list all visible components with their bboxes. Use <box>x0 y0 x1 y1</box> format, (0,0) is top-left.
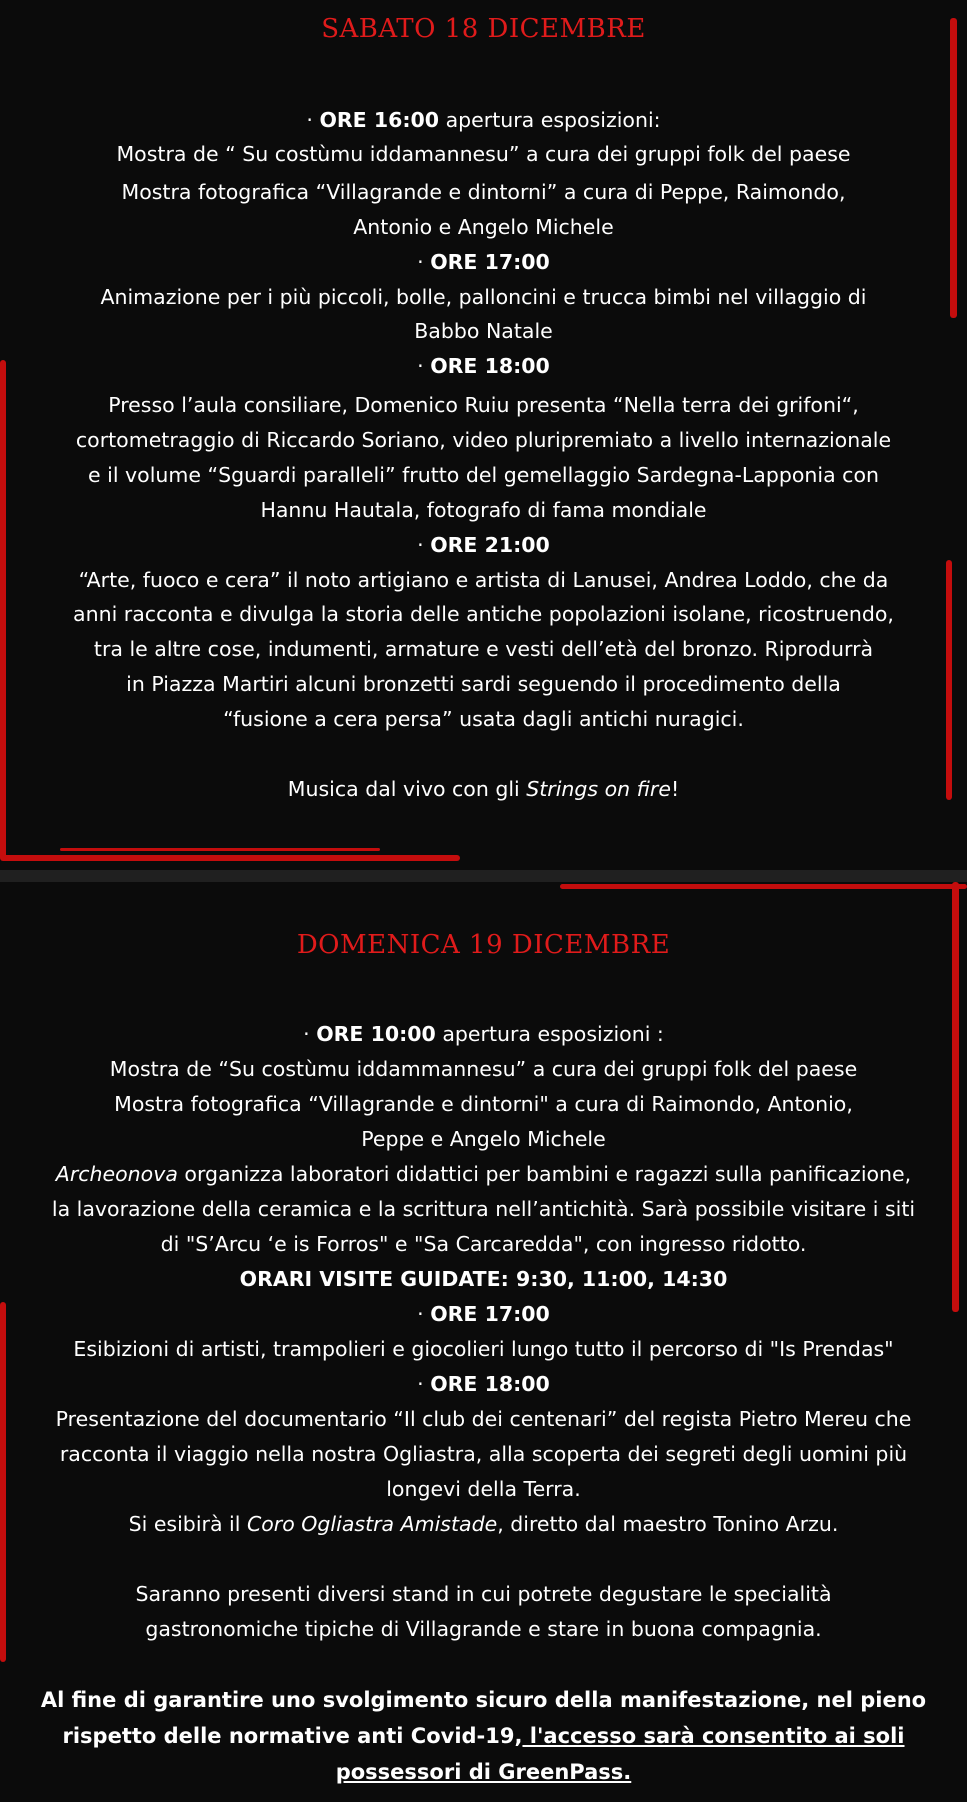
text: , diretto dal maestro Tonino Arzu. <box>497 1512 839 1536</box>
saturday-line-18: “fusione a cera persa” usata dagli antichi nuragici. <box>223 707 744 731</box>
org-name: Archeonova <box>55 1162 178 1186</box>
sunday-line-10: Esibizioni di artisti, trampolieri e giocolieri lungo tutto il percorso di "Is Prendas" <box>73 1337 894 1361</box>
saturday-line-10: cortometraggio di Riccardo Soriano, video pluripremiato a livello internazionale <box>75 428 892 452</box>
sunday-line-8: ORARI VISITE GUIDATE: 9:30, 11:00, 14:30 <box>239 1267 728 1291</box>
bullet: · <box>417 1302 424 1326</box>
brush-stroke-bottom <box>0 855 460 861</box>
saturday-line-7: Babbo Natale <box>414 319 553 343</box>
time-10: ORE 10:00 <box>316 1022 436 1046</box>
bullet: · <box>303 1022 310 1046</box>
sunday-title: DOMENICA 19 DICEMBRE <box>296 930 671 960</box>
saturday-section <box>0 0 967 870</box>
sunday-line-4: Peppe e Angelo Michele <box>361 1127 606 1151</box>
saturday-line-16: tra le altre cose, indumenti, armature e vesti dell’età del bronzo. Riprodurrà <box>93 637 874 661</box>
sunday-line-2: Mostra de “Su costùmu iddammannesu” a cura dei gruppi folk del paese <box>109 1057 858 1081</box>
saturday-line-8 <box>0 349 967 383</box>
sunday-line-15 <box>0 1507 967 1541</box>
time-17: ORE 17:00 <box>430 1302 550 1326</box>
bullet: · <box>306 108 313 132</box>
sunday-line-1 <box>0 1017 967 1051</box>
saturday-line-6: Animazione per i più piccoli, bolle, palloncini e trucca bimbi nel villaggio di <box>100 285 867 309</box>
text: ! <box>670 777 680 801</box>
saturday-line-13 <box>0 528 967 562</box>
sunday-section <box>0 882 967 1802</box>
sunday-line-9 <box>0 1297 967 1331</box>
text: apertura esposizioni : <box>435 1022 664 1046</box>
saturday-line-5 <box>0 245 967 279</box>
time-21: ORE 21:00 <box>430 533 550 557</box>
sunday-line-6: la lavorazione della ceramica e la scrittura nell’antichità. Sarà possibile visitare i siti <box>51 1197 916 1221</box>
text: rispetto delle normative anti Covid-19, <box>62 1724 523 1748</box>
sunday-line-5 <box>0 1157 967 1191</box>
brush-stroke-top <box>560 884 967 889</box>
saturday-title: SABATO 18 DICEMBRE <box>321 14 646 44</box>
saturday-line-9: Presso l’aula consiliare, Domenico Ruiu presenta “Nella terra dei grifoni“, <box>108 393 859 417</box>
text: organizza laboratori didattici per bambini e ragazzi sulla panificazione, <box>177 1162 912 1186</box>
saturday-line-17: in Piazza Martiri alcuni bronzetti sardi seguendo il procedimento della <box>126 672 841 696</box>
time-18: ORE 18:00 <box>430 1372 550 1396</box>
time-17: ORE 17:00 <box>430 250 550 274</box>
saturday-line-3: Mostra fotografica “Villagrande e dintorni” a cura di Peppe, Raimondo, <box>121 180 846 204</box>
bullet: · <box>417 354 424 378</box>
sunday-line-17: gastronomiche tipiche di Villagrande e stare in buona compagnia. <box>145 1617 822 1641</box>
greenpass-requirement: l'accesso sarà consentito ai soli <box>522 1724 905 1748</box>
bullet: · <box>417 1372 424 1396</box>
saturday-line-15: anni racconta e divulga la storia delle antiche popolazioni isolane, ricostruendo, <box>73 602 894 626</box>
text: Musica dal vivo con gli <box>287 777 527 801</box>
saturday-line-11: e il volume “Sguardi paralleli” frutto del gemellaggio Sardegna-Lapponia con <box>88 463 879 487</box>
sunday-line-11 <box>0 1367 967 1401</box>
saturday-line-4: Antonio e Angelo Michele <box>353 215 614 239</box>
band-name: Strings on fire <box>526 777 671 801</box>
covid-notice-line-2 <box>0 1718 967 1754</box>
time-16: ORE 16:00 <box>319 108 440 132</box>
sunday-line-14: longevi della Terra. <box>386 1477 581 1501</box>
text: apertura esposizioni: <box>439 108 661 132</box>
section-divider <box>0 870 967 882</box>
bullet: · <box>417 533 424 557</box>
bullet: · <box>417 250 424 274</box>
saturday-line-14: “Arte, fuoco e cera” il noto artigiano e artista di Lanusei, Andrea Loddo, che da <box>78 568 889 592</box>
saturday-line-19 <box>0 772 967 806</box>
sunday-line-12: Presentazione del documentario “Il club dei centenari” del regista Pietro Mereu che <box>55 1407 912 1431</box>
text: Si esibirà il <box>128 1512 247 1536</box>
sunday-line-13: racconta il viaggio nella nostra Ogliastra, alla scoperta dei segreti degli uomini più <box>59 1442 908 1466</box>
choir-name: Coro Ogliastra Amistade <box>246 1512 498 1536</box>
covid-notice-line-1: Al fine di garantire uno svolgimento sicuro della manifestazione, nel pieno <box>40 1688 927 1712</box>
sunday-line-16: Saranno presenti diversi stand in cui potrete degustare le specialità <box>135 1582 832 1606</box>
time-18: ORE 18:00 <box>430 354 550 378</box>
saturday-line-12: Hannu Hautala, fotografo di fama mondiale <box>260 498 707 522</box>
greenpass-holders: possessori di GreenPass. <box>335 1760 632 1784</box>
saturday-line-1 <box>0 103 967 137</box>
saturday-line-2: Mostra de “ Su costùmu iddamannesu” a cura dei gruppi folk del paese <box>116 142 851 166</box>
sunday-line-3: Mostra fotografica “Villagrande e dintorni" a cura di Raimondo, Antonio, <box>114 1092 853 1116</box>
covid-notice-line-3 <box>0 1754 967 1790</box>
brush-stroke-bottom-2 <box>60 848 380 851</box>
sunday-line-7: di "S’Arcu ‘e is Forros" e "Sa Carcaredda", con ingresso ridotto. <box>160 1232 807 1256</box>
